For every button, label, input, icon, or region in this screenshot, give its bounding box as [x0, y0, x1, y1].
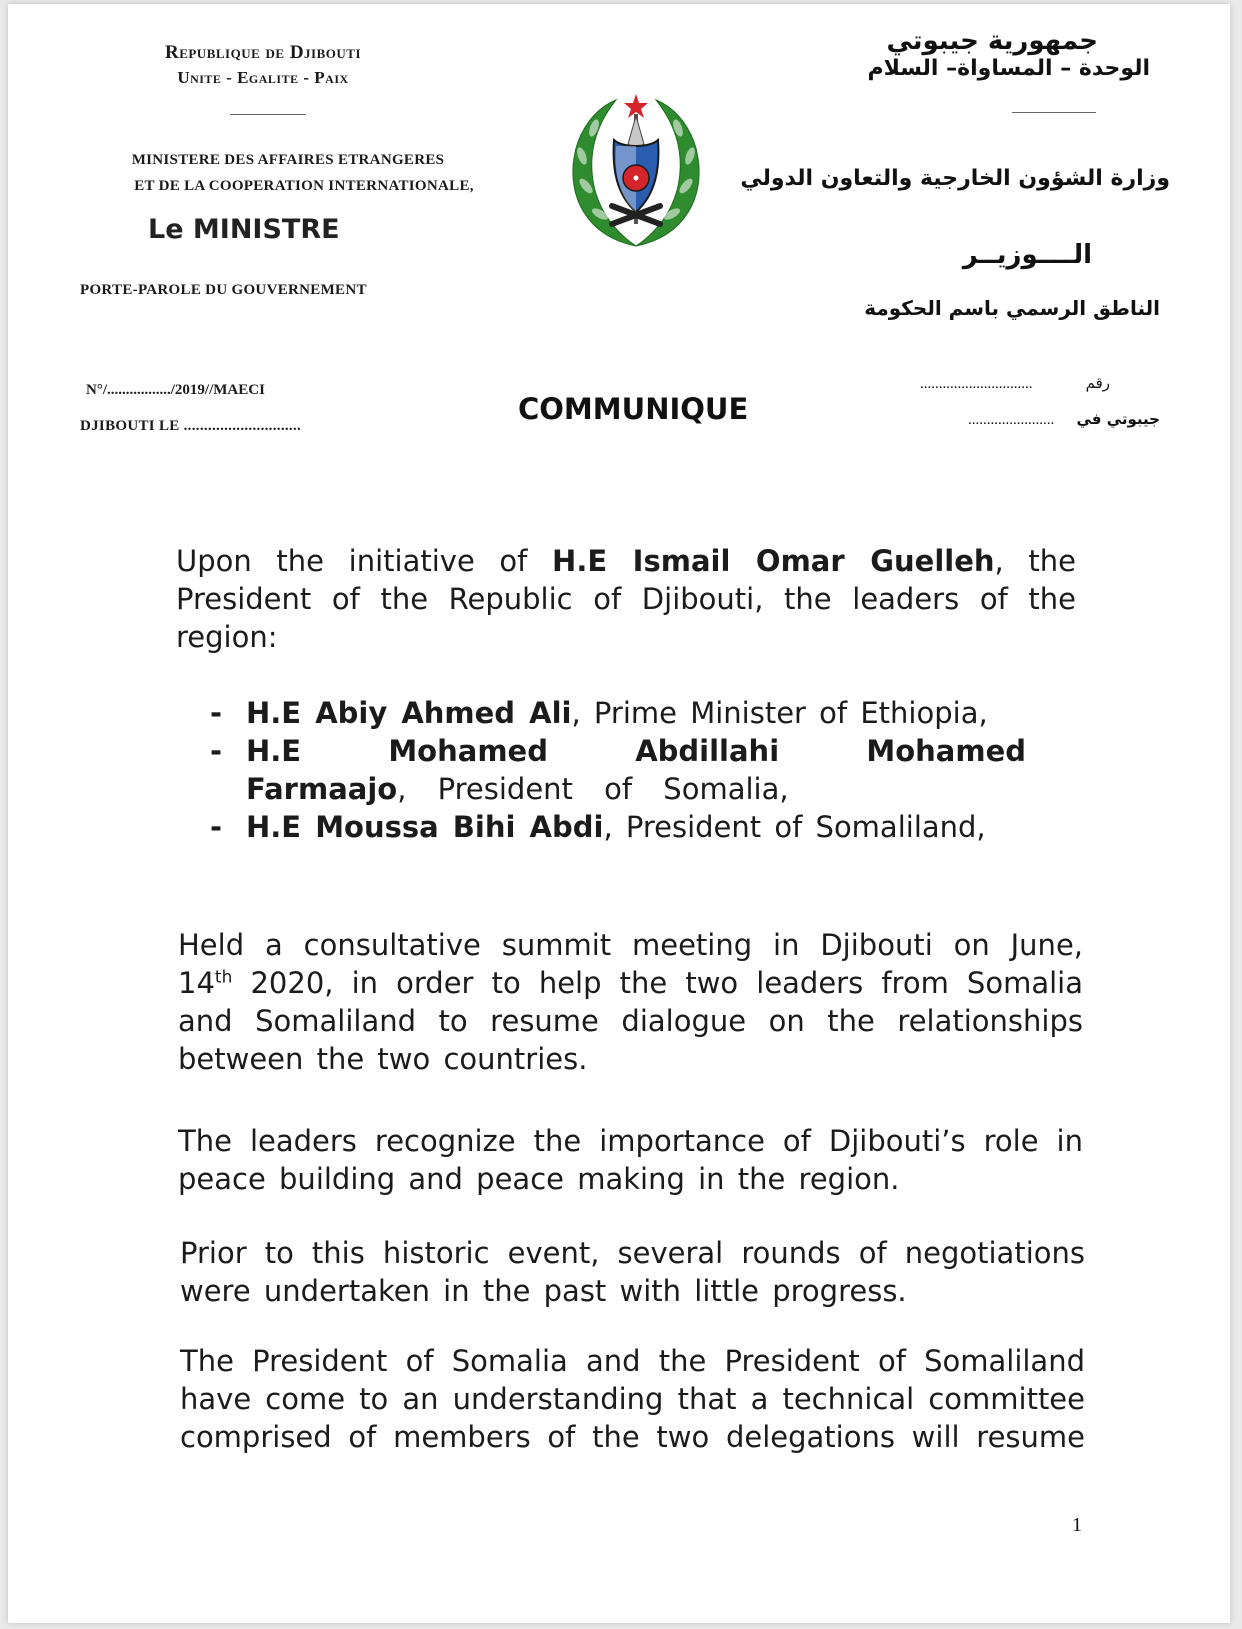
intro-paragraph	[176, 542, 1076, 656]
list-bullet: -	[210, 810, 223, 844]
leader-role: , President of Somaliland,	[603, 810, 986, 844]
leader-entry-2	[246, 732, 1026, 808]
summit-text-1: Held a consultative summit meeting in Djibouti on June, 14	[178, 928, 1083, 1000]
djibouti-emblem	[566, 86, 706, 258]
country-name-ar: جمهورية جيبوتي	[886, 26, 1098, 56]
document-page	[8, 4, 1230, 1623]
reference-number-dots-ar: ..............................	[920, 376, 1033, 392]
leader-name: H.E Abiy Ahmed Ali	[246, 696, 572, 730]
leader-name: H.E Moussa Bihi Abdi	[246, 810, 604, 844]
emblem-icon	[566, 86, 706, 258]
reference-number-fr: N°/................./2019//MAECI	[86, 382, 265, 398]
committee-paragraph: The President of Somalia and the President of Somaliland have come to an understanding that a technical committee comprised of members of the two delegations will resume	[180, 1344, 1085, 1454]
summit-paragraph	[178, 926, 1083, 1078]
reference-date-dots-ar: .......................	[968, 412, 1055, 428]
leader-entry-1	[246, 694, 1026, 732]
spokesperson-fr: PORTE-PAROLE DU GOUVERNEMENT	[80, 282, 367, 298]
reference-date-label-ar: جيبوتي في	[1076, 410, 1160, 428]
page-number: 1	[1072, 1514, 1082, 1536]
recognize-paragraph: The leaders recognize the importance of Djibouti’s role in peace building and peace making in the region.	[178, 1124, 1083, 1196]
ministry-line1-fr: MINISTERE DES AFFAIRES ETRANGERES	[131, 152, 445, 168]
leader-entry-3	[246, 808, 1026, 846]
intro-text-1: Upon the initiative of	[176, 544, 553, 578]
list-bullet: -	[210, 696, 223, 730]
intro-president-name: H.E Ismail Omar Guelleh	[552, 544, 995, 578]
summit-ordinal: th	[214, 967, 233, 988]
reference-date-fr: DJIBOUTI LE .............................	[80, 418, 302, 434]
leader-name: H.E Mohamed Abdillahi Mohamed Farmaajo	[246, 734, 1026, 806]
ministry-ar: وزارة الشؤون الخارجية والتعاون الدولي	[740, 166, 1170, 191]
prior-paragraph: Prior to this historic event, several rounds of negotiations were undertaken in the past with little progress.	[180, 1236, 1085, 1308]
list-bullet: -	[210, 734, 223, 768]
country-name-fr: Republique de Djibouti	[164, 42, 362, 63]
document-title: COMMUNIQUE	[518, 392, 749, 426]
leader-role: , President of Somalia,	[397, 772, 789, 806]
reference-number-label-ar: رقم	[1085, 374, 1110, 392]
divider-right	[1012, 112, 1096, 113]
spokesperson-ar: الناطق الرسمي باسم الحكومة	[864, 296, 1160, 320]
ministry-line2-fr: ET DE LA COOPERATION INTERNATIONALE,	[134, 178, 474, 194]
motto-ar: الوحدة – المساواة– السلام	[867, 56, 1150, 81]
minister-title-fr: Le MINISTRE	[148, 214, 340, 245]
divider-left	[230, 114, 306, 115]
motto-fr: Unite - Egalite - Paix	[177, 68, 349, 87]
leader-role: , Prime Minister of Ethiopia,	[571, 696, 988, 730]
summit-text-2: 2020, in order to help the two leaders from Somalia and Somaliland to resume dialogue on the relationships between the two countries.	[178, 966, 1083, 1076]
intro-text-2: , the President of the Republic of Djibouti, the leaders of the region:	[176, 544, 1076, 654]
minister-title-ar: الــــوزيــر	[962, 240, 1092, 270]
